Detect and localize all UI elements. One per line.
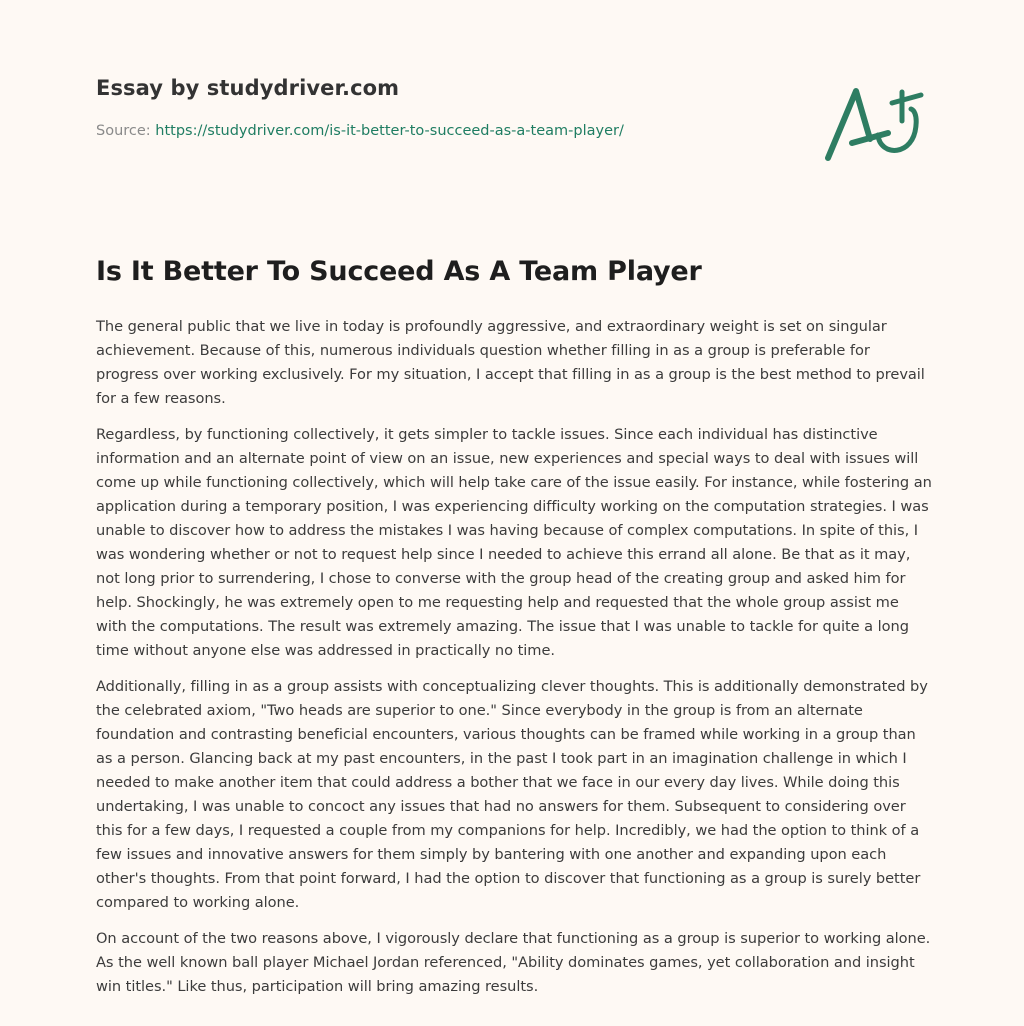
essay-paragraph-3: Additionally, filling in as a group assists with conceptualizing clever thoughts. This is additionally demonstrated by the celebrated axiom, "Two heads are superior to one." Since everybody in the group is from an alternate foundation and contrasting beneficial encounters, various thoughts can be framed while working in a group than as a person. Glancing back at my past encounters, in the past I took part in an imagination challenge in which I needed to make another item that could address a bother that we face in our every day lives. While doing this undertaking, I was unable to concoct any issues that had no answers for them. Subsequent to considering over this for a few days, I requested a couple from my companions for help. Incredibly, we had the option to think of a few issues and innovative answers for them simply by bantering with one another and expanding upon each other's thoughts. From that point forward, I had the option to discover that functioning as a group is surely better compared to working alone. (96, 678, 928, 911)
essay-title: Is It Better To Succeed As A Team Player (96, 256, 702, 287)
a-plus-grade-icon (818, 65, 928, 165)
page-header (96, 0, 931, 200)
essay-body (96, 315, 934, 1011)
site-title: Essay by studydriver.com (96, 76, 400, 100)
essay-paragraph-2: Regardless, by functioning collectively, it gets simpler to tackle issues. Since each individual has distinctive information and an alternate point of view on an issue, new experiences and special ways to deal with issues will come up while functioning collectively, which will help take care of the issue easily. For instance, while fostering an application during a temporary position, I was experiencing difficulty working on the computation strategies. I was unable to discover how to address the mistakes I was having because of complex computations. In spite of this, I was wondering whether or not to request help since I needed to achieve this errand all alone. Be that as it may, not long prior to surrendering, I chose to converse with the group head of the creating group and asked him for help. Shockingly, he was extremely open to me requesting help and requested that the whole group assist me with the computations. The result was extremely amazing. The issue that I was unable to tackle for quite a long time without anyone else was addressed in practically no time. (96, 426, 932, 659)
source-line (96, 123, 624, 139)
source-link[interactable]: https://studydriver.com/is-it-better-to-succeed-as-a-team-player/ (155, 123, 624, 139)
essay-paragraph-4: On account of the two reasons above, I vigorously declare that functioning as a group is superior to working alone. As the well known ball player Michael Jordan referenced, "Ability dominates games, yet collaboration and insight win titles." Like thus, participation will bring amazing results. (96, 930, 931, 995)
source-label: Source: (96, 123, 156, 139)
essay-paragraph-1: The general public that we live in today is profoundly aggressive, and extraordinary weight is set on singular achievement. Because of this, numerous individuals question whether filling in as a group is preferable for progress over working exclusively. For my situation, I accept that filling in as a group is the best method to prevail for a few reasons. (96, 318, 925, 407)
essay-page (96, 0, 932, 995)
